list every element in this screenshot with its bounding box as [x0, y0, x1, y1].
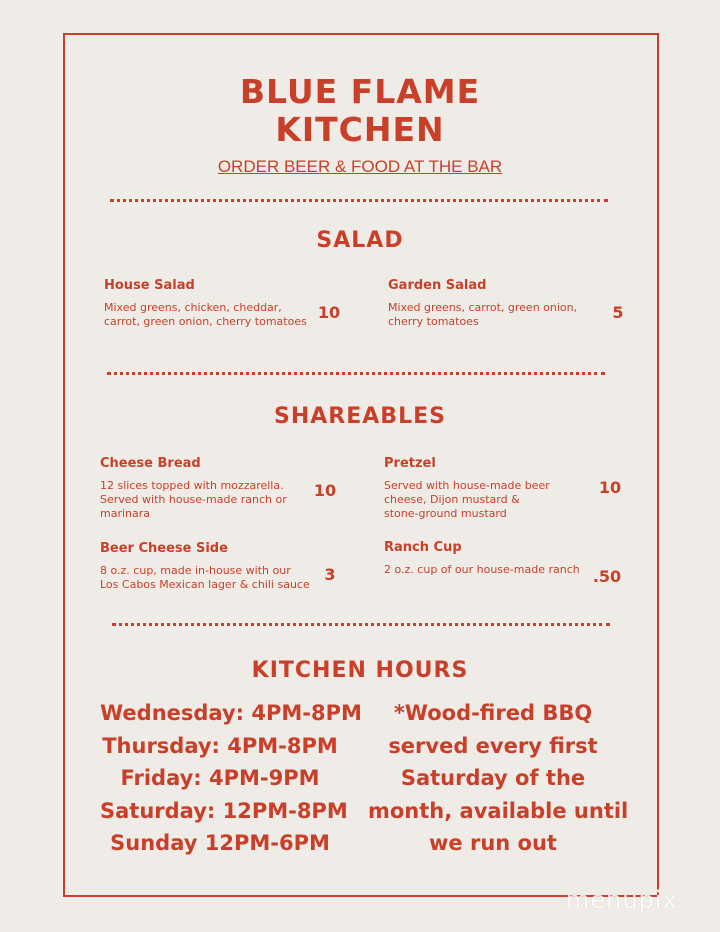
menu-item-description: Mixed greens, carrot, green onion, cherry tomatoes	[388, 301, 578, 328]
restaurant-name-line1: BLUE FLAME	[239, 72, 481, 111]
menu-item-name: Beer Cheese Side	[100, 541, 228, 556]
dotted-divider	[110, 199, 608, 202]
note-line: we run out	[429, 831, 557, 855]
menu-item-description: 2 o.z. cup of our house-made ranch	[384, 563, 580, 576]
salad-section-title: SALAD	[316, 228, 404, 253]
note-line: served every first	[388, 733, 598, 758]
menu-item-price: 3	[324, 565, 336, 584]
menu-item-name: Garden Salad	[388, 278, 487, 293]
menu-item-price: 10	[598, 478, 622, 497]
menu-item-price: 10	[313, 481, 337, 500]
watermark-logo: menupix	[566, 886, 678, 914]
note-line: month, available until	[368, 798, 629, 823]
hours-line: Friday: 4PM-9PM	[120, 766, 320, 790]
menu-item-description: Mixed greens, chicken, cheddar, carrot, green onion, cherry tomatoes	[104, 301, 307, 328]
menu-item-description: 12 slices topped with mozzarella. Served with house-made ranch or marinara	[100, 479, 287, 520]
menu-item-price: 10	[317, 303, 341, 322]
bbq-note	[368, 697, 629, 860]
kitchen-hours-title: KITCHEN HOURS	[251, 658, 469, 683]
hours-line: Sunday 12PM-6PM	[110, 831, 330, 855]
hours-line: Wednesday: 4PM-8PM	[100, 701, 362, 725]
hours-line: Saturday: 12PM-8PM	[100, 798, 348, 823]
dotted-divider	[112, 623, 610, 626]
note-line: *Wood-fired BBQ	[393, 701, 593, 725]
menu-item-name: Ranch Cup	[384, 540, 462, 555]
menu-item-description: 8 o.z. cup, made in-house with our Los Cabos Mexican lager & chili sauce	[100, 564, 310, 591]
order-note: ORDER BEER & FOOD AT THE BAR	[217, 157, 503, 176]
menu-item-name: Pretzel	[384, 456, 436, 471]
dotted-divider	[107, 372, 605, 375]
menu-item-name: Cheese Bread	[100, 456, 201, 471]
restaurant-name-line2: KITCHEN	[275, 110, 445, 149]
menu-item-price: .50	[592, 567, 622, 586]
menu-item-price: 5	[612, 303, 624, 322]
note-line: Saturday of the	[400, 766, 586, 790]
shareables-section-title: SHAREABLES	[274, 404, 446, 429]
menu-item-description: Served with house-made beer cheese, Dijon mustard & stone-ground mustard	[384, 479, 550, 520]
hours-line: Thursday: 4PM-8PM	[102, 733, 338, 758]
hours-schedule	[100, 697, 362, 860]
menu-item-name: House Salad	[104, 278, 195, 293]
